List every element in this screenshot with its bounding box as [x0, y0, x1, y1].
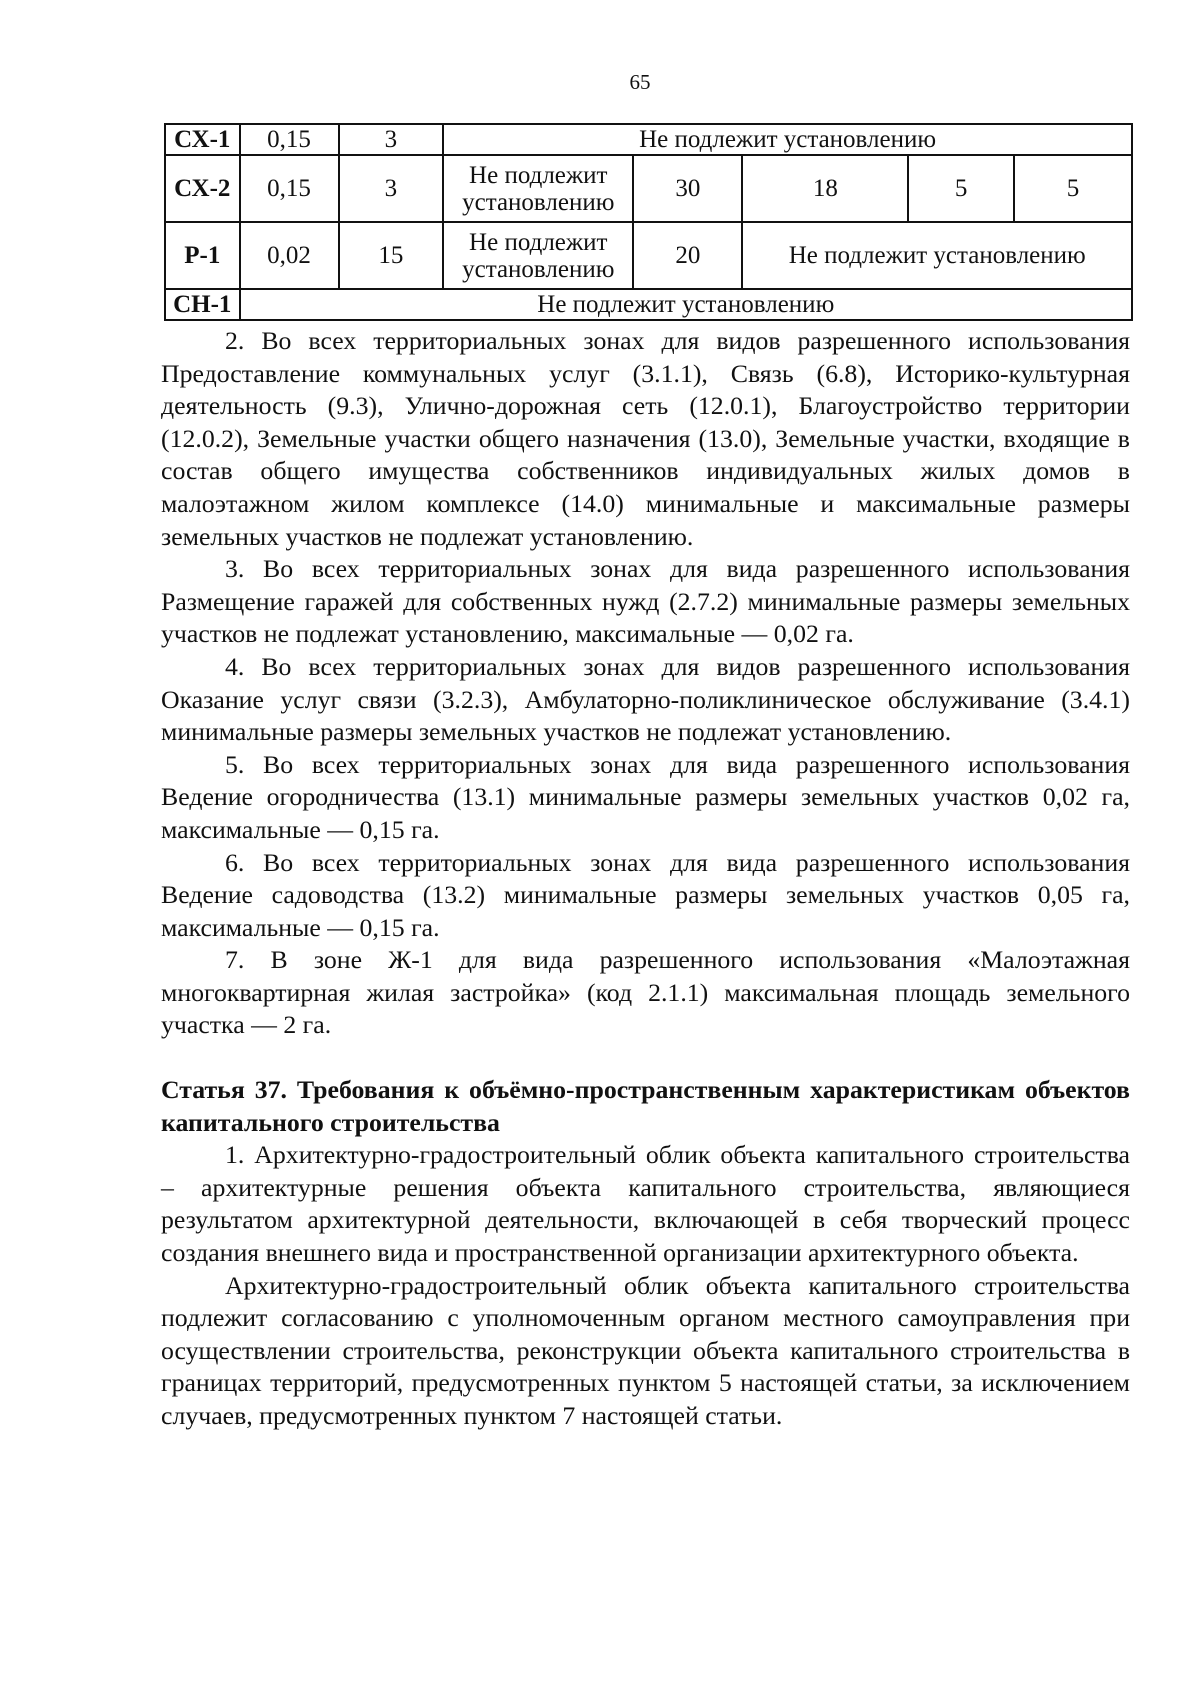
paragraph: 7. В зоне Ж-1 для вида разрешенного использования «Малоэтажная многоквартирная жилая застройка» (код 2.1.1) максимальная площадь земельного участка — 2 га. [161, 945, 1130, 1040]
table-row [165, 124, 1132, 155]
table-cell: 0,15 [240, 124, 339, 155]
table-cell: 5 [1014, 155, 1132, 222]
zone-parameters-table [164, 123, 1133, 321]
table-cell: 18 [742, 155, 908, 222]
table-cell: Не подлежит установлению [443, 155, 633, 222]
table-cell: 3 [339, 155, 444, 222]
table-row [165, 155, 1132, 222]
table-cell: Не подлежит установлению [742, 222, 1132, 289]
paragraph: Архитектурно-градостроительный облик объекта капитального строительства подлежит согласованию с уполномоченным органом местного самоуправления при осуществлении строительства, реконструкции объекта капитального строительства в границах территорий, предусмотренных пунктом 5 настоящей статьи, за исключением случаев, предусмотренных пунктом 7 настоящей статьи. [161, 1270, 1130, 1430]
table-cell: Не подлежит установлению [240, 289, 1132, 320]
table-cell: Не подлежит установлению [443, 124, 1132, 155]
zone-code: СХ-2 [165, 155, 240, 222]
table-row [165, 222, 1132, 289]
zone-code: СХ-1 [165, 124, 240, 155]
paragraph: 5. Во всех территориальных зонах для вида разрешенного использования Ведение огородничества (13.1) минимальные размеры земельных участков 0,02 га, максимальные — 0,15 га. [161, 749, 1130, 844]
table-cell: 5 [908, 155, 1014, 222]
table-cell: 0,02 [240, 222, 339, 289]
table-cell: 30 [633, 155, 742, 222]
table-cell: 3 [339, 124, 444, 155]
zone-code: СН-1 [165, 289, 240, 320]
zone-code: Р-1 [165, 222, 240, 289]
table-cell: 20 [633, 222, 742, 289]
article-heading: Статья 37. Требования к объёмно-пространственным характеристикам объектов капитального строительства [161, 1075, 1130, 1137]
table-cell: 15 [339, 222, 444, 289]
paragraph: 1. Архитектурно-градостроительный облик объекта капитального строительства – архитектурные решения объекта капитального строительства, являющиеся результатом архитектурной деятельности, включающей в себя творческий процесс создания внешнего вида и пространственной организации архитектурного объекта. [161, 1140, 1130, 1268]
table-row [165, 289, 1132, 320]
table-cell: Не подлежит установлению [443, 222, 633, 289]
paragraph: 6. Во всех территориальных зонах для вида разрешенного использования Ведение садоводства (13.2) минимальные размеры земельных участков 0,05 га, максимальные — 0,15 га. [161, 847, 1130, 942]
page-number: 65 [629, 70, 651, 94]
document-body [161, 325, 1130, 1433]
table-cell: 0,15 [240, 155, 339, 222]
paragraph: 3. Во всех территориальных зонах для вида разрешенного использования Размещение гаражей для собственных нужд (2.7.2) минимальные размеры земельных участков не подлежат установлению, максимальные — 0,02 га. [161, 554, 1130, 649]
paragraph: 4. Во всех территориальных зонах для видов разрешенного использования Оказание услуг связи (3.2.3), Амбулаторно-поликлиническое обслуживание (3.4.1) минимальные размеры земельных участков не подлежат установлению. [161, 651, 1130, 747]
paragraph: 2. Во всех территориальных зонах для видов разрешенного использования Предоставление коммунальных услуг (3.1.1), Связь (6.8), Историко-культурная деятельность (9.3), Улично-дорожная сеть (12.0.1), Благоустройство территории (12.0.2), Земельные участки общего назначения (13.0), Земельные участки, входящие в состав общего имущества собственников индивидуальных жилых домов в малоэтажном жилом комплексе (14.0) минимальные и максимальные размеры земельных участков не подлежат установлению. [161, 326, 1130, 551]
